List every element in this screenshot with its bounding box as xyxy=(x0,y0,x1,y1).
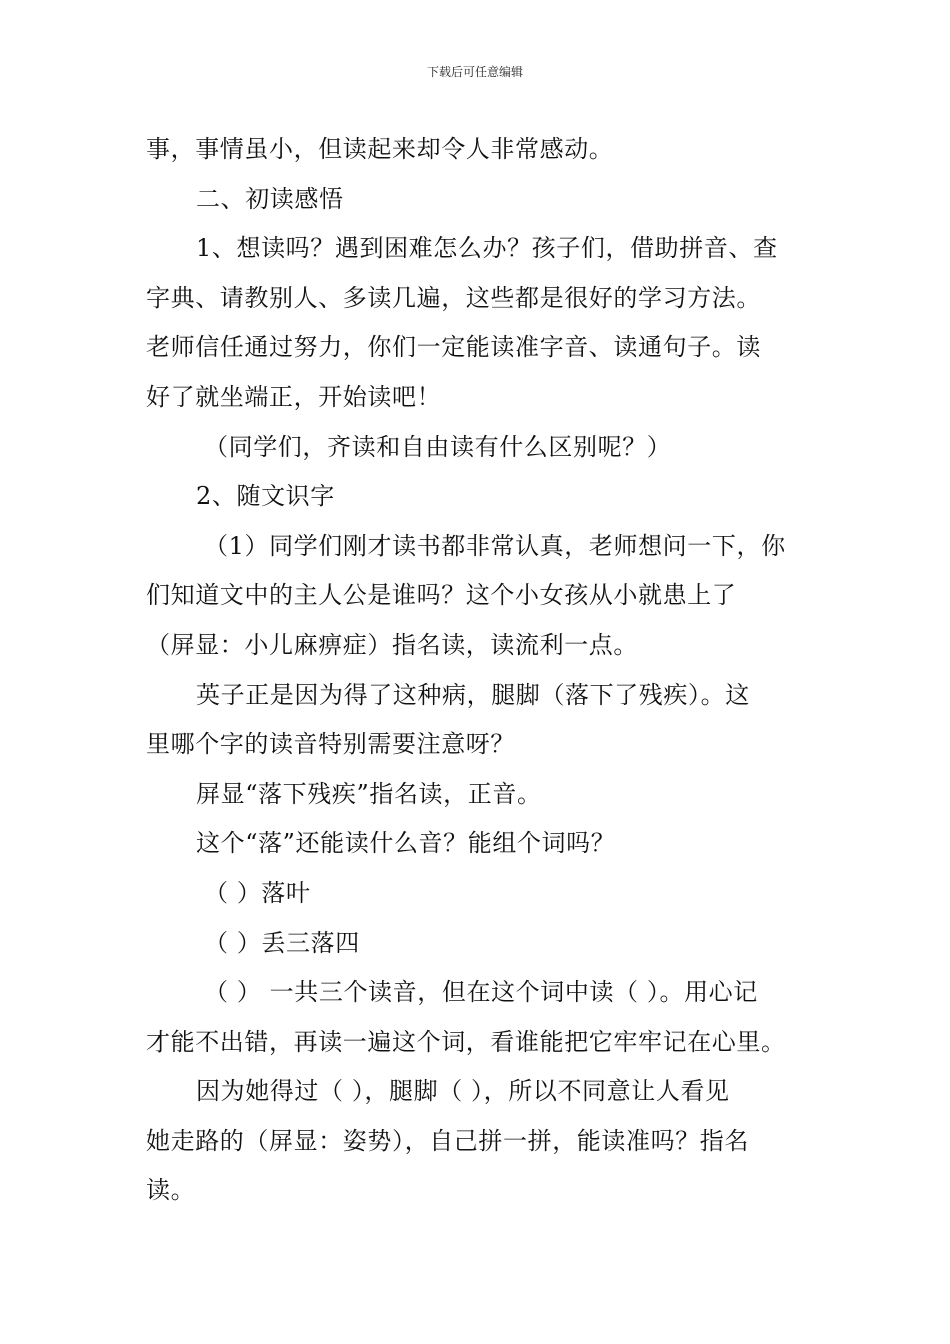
text-line: 英子正是因为得了这种病，腿脚（落下了残疾）。这 xyxy=(196,680,750,709)
text-line: 们知道文中的主人公是谁吗？这个小女孩从小就患上了 xyxy=(146,581,737,610)
section-heading: 二、初读感悟 xyxy=(196,184,344,213)
text-line: 屏显“落下残疾”指名读，正音。 xyxy=(196,779,542,808)
document-body xyxy=(146,125,811,1216)
text-line: （ ）丢三落四 xyxy=(204,928,360,957)
text-line: （1）同学们刚才读书都非常认真，老师想问一下，你 xyxy=(204,531,786,560)
text-line: 因为她得过（ ），腿脚（ ），所以不同意让人看见 xyxy=(196,1077,730,1106)
text-line: 才能不出错，再读一遍这个词，看谁能把它牢牢记在心里。 xyxy=(146,1027,786,1056)
text-line: 1、想读吗？遇到困难怎么办？孩子们，借助拼音、查 xyxy=(196,234,778,263)
text-line: 读。 xyxy=(146,1176,196,1205)
text-line: （屏显：小儿麻痹症）指名读，读流利一点。 xyxy=(146,630,638,659)
text-line: （ ） 一共三个读音，但在这个词中读（ ）。用心记 xyxy=(204,978,758,1007)
text-line: 事，事情虽小，但读起来却令人非常感动。 xyxy=(146,135,614,163)
text-line: （同学们，齐读和自由读有什么区别呢？） xyxy=(204,432,672,461)
page-header: 下载后可任意编辑 xyxy=(426,65,523,79)
text-line: 好了就坐端正，开始读吧！ xyxy=(146,382,442,411)
text-line: 她走路的（屏显：姿势），自己拼一拼，能读准吗？指名 xyxy=(146,1126,749,1155)
text-line: 字典、请教别人、多读几遍，这些都是很好的学习方法。 xyxy=(146,283,761,312)
text-line: 老师信任通过努力，你们一定能读准字音、读通句子。读 xyxy=(146,333,761,362)
text-line: 里哪个字的读音特别需要注意呀？ xyxy=(146,730,515,759)
section-heading: 2、随文识字 xyxy=(196,482,335,511)
text-line: 这个“落”还能读什么音？能组个词吗？ xyxy=(196,829,616,858)
text-line: （ ）落叶 xyxy=(204,878,311,907)
